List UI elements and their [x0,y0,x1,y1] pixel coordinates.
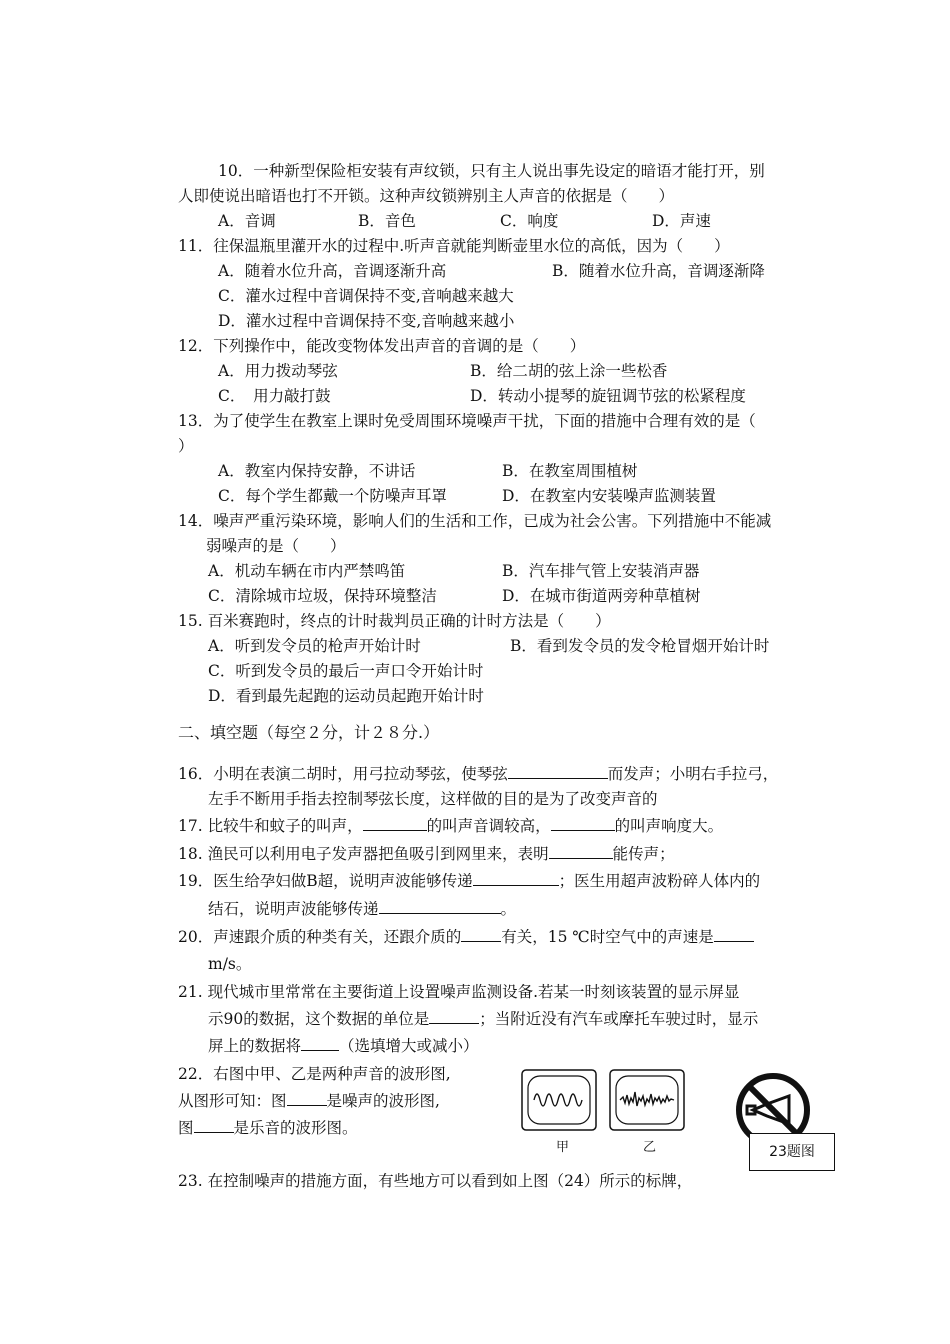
q10-line2: 人即使说出暗语也打不开锁。这种声纹锁辨别主人声音的依据是（ ） [178,187,675,205]
q17-blank-1[interactable] [363,815,427,831]
q14-option-d: D．在城市街道两旁种草植树 [502,587,701,605]
q19-blank-1[interactable] [473,870,559,886]
q15-line1: 15. 百米赛跑时，终点的计时裁判员正确的计时方法是（ ） [178,612,611,630]
waveform-label-yi: 乙 [643,1140,657,1155]
q21-line1: 21. 现代城市里常常在主要街道上设置噪声监测设备.若某一时刻该装置的显示屏显 [178,983,740,1001]
q21-blank-2[interactable] [301,1035,339,1051]
q17-blank-2[interactable] [551,815,615,831]
q13-option-b: B．在教室周围植树 [502,462,638,480]
q15-option-a: A．听到发令员的枪声开始计时 [208,637,421,655]
q23-line1: 23. 在控制噪声的措施方面，有些地方可以看到如上图（24）所示的标牌， [178,1172,693,1190]
q16-blank-1[interactable] [508,763,608,779]
q17-text-b: 的叫声音调较高， [426,817,551,835]
q12-option-a: A．用力拨动琴弦 [218,362,338,380]
q11-option-c: C．灌水过程中音调保持不变,音响越来越大 [218,287,514,305]
q13-option-c: C．每个学生都戴一个防噪声耳罩 [218,487,447,505]
q21-line2 [208,1008,758,1030]
q10-option-a: A．音调 [218,212,276,230]
q19-text-b: ；医生用超声波粉碎人体内的 [558,872,761,890]
q12-line1: 12．下列操作中，能改变物体发出声音的音调的是（ ） [178,337,586,355]
q11-option-d: D．灌水过程中音调保持不变,音响越来越小 [218,312,515,330]
q20-text-a: 20．声速跟介质的种类有关，还跟介质的 [178,928,462,946]
q13-option-d: D．在教室内安装噪声监测装置 [502,487,716,505]
q22-blank-2[interactable] [194,1117,234,1133]
q22-line1: 22．右图中甲、乙是两种声音的波形图, [178,1065,451,1083]
q16-line2: 左手不断用手指去控制琴弦长度，这样做的目的是为了改变声音的 [208,790,658,808]
q19-line1 [178,870,760,892]
q14-option-c: C．清除城市垃圾，保持环境整洁 [208,587,437,605]
q21-text-d: （选填增大或减小） [339,1037,479,1055]
q18-text-a: 18. 渔民可以利用电子发声器把鱼吸引到网里来，表明 [178,845,549,863]
q13-line2: ） [178,437,194,455]
q16-text-a: 16．小明在表演二胡时，用弓拉动琴弦，使琴弦 [178,765,508,783]
q10-option-c: C．响度 [500,212,559,230]
q21-blank-1[interactable] [429,1008,479,1024]
q13-option-a: A．教室内保持安静，不讲话 [218,462,416,480]
q21-text-a: 示90的数据，这个数据的单位是 [208,1010,430,1028]
waveform-figure [520,1068,688,1156]
q11-option-a: A．随着水位升高，音调逐渐升高 [218,262,447,280]
q19-blank-2[interactable] [379,898,501,914]
q20-blank-1[interactable] [461,926,501,942]
q15-option-c: C．听到发令员的最后一声口令开始计时 [208,662,484,680]
q11-option-b: B．随着水位升高，音调逐渐降 [552,262,765,280]
q15-option-d: D．看到最先起跑的运动员起跑开始计时 [208,687,484,705]
q22-text-c: 图 [178,1119,194,1137]
q19-text-d: 。 [500,900,517,918]
q12-option-b: B．给二胡的弦上涂一些松香 [470,362,668,380]
sign-caption: 23题图 [749,1133,835,1171]
q21-text-c: 屏上的数据将 [208,1037,302,1055]
q19-line2 [208,898,516,920]
q22-line2 [178,1090,440,1112]
q20-blank-2[interactable] [714,926,754,942]
q18-text-b: 能传声； [612,845,675,863]
q18-blank-1[interactable] [549,843,613,859]
section-title-fill-in: 二、填空题（每空２分，计２８分.） [178,723,440,742]
q19-text-c: 结石，说明声波能够传递 [208,900,379,918]
q10-option-b: B．音色 [358,212,416,230]
waveform-screen-left [522,1070,596,1130]
q15-option-b: B．看到发令员的发令枪冒烟开始计时 [510,637,770,655]
q20-text-b: 有关，15 ℃时空气中的声速是 [501,928,714,946]
q20-line2: m/s。 [208,955,252,973]
q17-text-c: 的叫声响度大。 [614,817,724,835]
q17-text-a: 17. 比较牛和蚊子的叫声， [178,817,363,835]
q17-line [178,815,723,837]
waveform-screen-right [610,1070,684,1130]
q21-text-b: ；当附近没有汽车或摩托车驶过时，显示 [479,1010,759,1028]
waveform-label-jia: 甲 [556,1140,570,1155]
q10-option-d: D．声速 [652,212,711,230]
q14-option-b: B．汽车排气管上安装消声器 [502,562,700,580]
q22-text-a: 从图形可知：图 [178,1092,287,1110]
q16-line1 [178,763,778,785]
q12-option-c: C． 用力敲打鼓 [218,387,331,405]
q22-line3 [178,1117,358,1139]
q14-line1: 14．噪声严重污染环境，影响人们的生活和工作，已成为社会公害。下列措施中不能减 [178,512,772,530]
q22-blank-1[interactable] [287,1090,327,1106]
q10-line1: 10．一种新型保险柜安装有声纹锁，只有主人说出事先设定的暗语才能打开，别 [218,162,765,180]
q22-text-d: 是乐音的波形图。 [233,1119,358,1137]
q19-text-a: 19．医生给孕妇做B超，说明声波能够传递 [178,872,473,890]
q11-line1: 11．往保温瓶里灌开水的过程中.听声音就能判断壶里水位的高低，因为（ ） [178,237,730,255]
q12-option-d: D．转动小提琴的旋钮调节弦的松紧程度 [470,387,746,405]
q14-line2: 弱噪声的是（ ） [206,537,346,555]
q18-line [178,843,675,865]
q22-text-b: 是噪声的波形图, [326,1092,440,1110]
q14-option-a: A．机动车辆在市内严禁鸣笛 [208,562,406,580]
q21-line3 [208,1035,479,1057]
q16-text-b: 而发声；小明右手拉弓， [607,765,779,783]
q20-line1 [178,926,754,948]
q13-line1: 13．为了使学生在教室上课时免受周围环境噪声干扰，下面的措施中合理有效的是（ [178,412,756,430]
